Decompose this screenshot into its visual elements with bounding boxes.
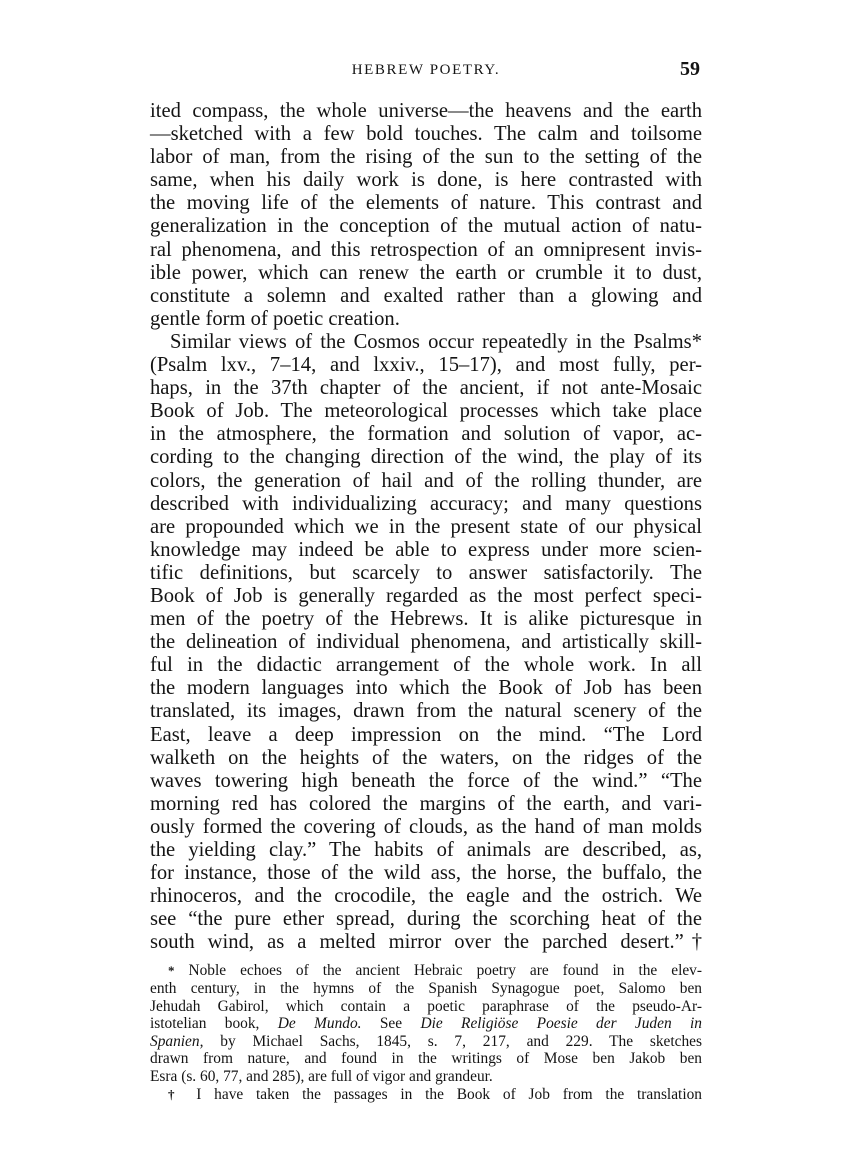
book-page	[150, 58, 702, 1103]
footnote-text: Noble echoes of the ancient Hebraic poetry are found in the elev-	[188, 962, 702, 980]
footnote-star-mark: *	[168, 963, 175, 979]
body-line: the modern languages into which the Book of Job has been	[150, 677, 702, 700]
body-line: cording to the changing direction of the wind, the play of its	[150, 446, 702, 469]
page-number: 59	[680, 58, 700, 80]
body-line: in the atmosphere, the formation and solution of vapor, ac-	[150, 423, 702, 446]
body-line: haps, in the 37th chapter of the ancient, if not ante-Mosaic	[150, 377, 702, 400]
body-line: —sketched with a few bold touches. The calm and toilsome	[150, 123, 702, 146]
body-line: ful in the didactic arrangement of the whole work. In all	[150, 654, 702, 677]
running-head: HEBREW POETRY.	[351, 62, 501, 78]
body-line: tific definitions, but scarcely to answer satisfactorily. The	[150, 561, 702, 584]
body-line: men of the poetry of the Hebrews. It is alike picturesque in	[150, 608, 702, 631]
body-line: described with individualizing accuracy; and many questions	[150, 492, 702, 515]
body-line: the moving life of the elements of nature. This contrast and	[150, 192, 702, 215]
body-line: the yielding clay.” The habits of animals are described, as,	[150, 839, 702, 861]
footnote-line	[150, 1086, 702, 1104]
body-line: ral phenomena, and this retrospection of an omnipresent invis-	[150, 238, 702, 261]
body-line: generalization in the conception of the mutual action of natu-	[150, 215, 702, 238]
body-line: for instance, those of the wild ass, the horse, the buffalo, the	[150, 862, 702, 885]
footnote-line: Esra (s. 60, 77, and 285), are full of vigor and grandeur.	[150, 1068, 493, 1086]
body-line: the delineation of individual phenomena, and artistically skill-	[150, 631, 702, 654]
footnote-line	[150, 962, 702, 980]
footnote-line	[150, 1033, 702, 1051]
body-line: East, leave a deep impression on the mind. “The Lord	[150, 723, 702, 746]
body-line: Similar views of the Cosmos occur repeatedly in the Psalms*	[170, 330, 702, 353]
footnote-line: Jehudah Gabirol, which contain a poetic paraphrase of the pseudo-Ar-	[150, 997, 702, 1015]
body-line: constitute a solemn and exalted rather than a glowing and	[150, 284, 702, 307]
body-line: ited compass, the whole universe—the heavens and the earth	[150, 100, 702, 122]
body-line: are propounded which we in the present state of our physical	[150, 515, 702, 538]
body-line: Book of Job. The meteorological processes which take place	[150, 400, 702, 423]
body-line: walketh on the heights of the waters, on the ridges of the	[150, 746, 702, 769]
footnote-line: drawn from nature, and found in the writings of Mose ben Jakob ben	[150, 1050, 702, 1068]
footnote-dagger-mark: †	[168, 1086, 184, 1102]
body-line: waves towering high beneath the force of the wind.” “The	[150, 769, 702, 792]
footnote-text: by Michael Sachs, 1845, s. 7, 217, and 229. The sketches	[220, 1032, 702, 1050]
body-line: labor of man, from the rising of the sun to the setting of the	[150, 146, 702, 169]
body-line: Book of Job is generally regarded as the most perfect speci-	[150, 584, 702, 607]
body-line: gentle form of poetic creation.	[150, 307, 400, 330]
body-line: (Psalm lxv., 7–14, and lxxiv., 15–17), and most fully, per-	[150, 354, 702, 377]
footnote-line: enth century, in the hymns of the Spanish Synagogue poet, Salomo ben	[150, 980, 702, 998]
footnotes	[150, 962, 702, 1103]
footnote-book-title: De Mundo.	[277, 1015, 362, 1033]
body-line: ible power, which can renew the earth or crumble it to dust,	[150, 261, 702, 284]
footnote-text: See	[379, 1015, 403, 1033]
footnote-book-title: Spanien,	[150, 1032, 204, 1050]
footnote-text: I have taken the passages in the Book of Job from the translation	[196, 1085, 702, 1103]
body-text	[150, 100, 702, 954]
body-line: rhinoceros, and the crocodile, the eagle and the ostrich. We	[150, 885, 702, 908]
body-line: south wind, as a melted mirror over the parched desert.”†	[150, 931, 702, 954]
footnote-line	[150, 1015, 702, 1033]
body-line: same, when his daily work is done, is here contrasted with	[150, 169, 702, 192]
footnote-text: istotelian book,	[150, 1015, 260, 1033]
body-line: morning red has colored the margins of the earth, and vari-	[150, 792, 702, 815]
body-line: colors, the generation of hail and of the rolling thunder, are	[150, 469, 702, 492]
body-line: ously formed the covering of clouds, as the hand of man molds	[150, 815, 702, 838]
body-line: translated, its images, drawn from the natural scenery of the	[150, 700, 702, 723]
footnote-book-title: Die Religiöse Poesie der Juden in	[420, 1015, 702, 1033]
body-line: knowledge may indeed be able to express under more scien-	[150, 538, 702, 561]
page-header	[150, 58, 702, 88]
body-line: see “the pure ether spread, during the scorching heat of the	[150, 908, 702, 931]
